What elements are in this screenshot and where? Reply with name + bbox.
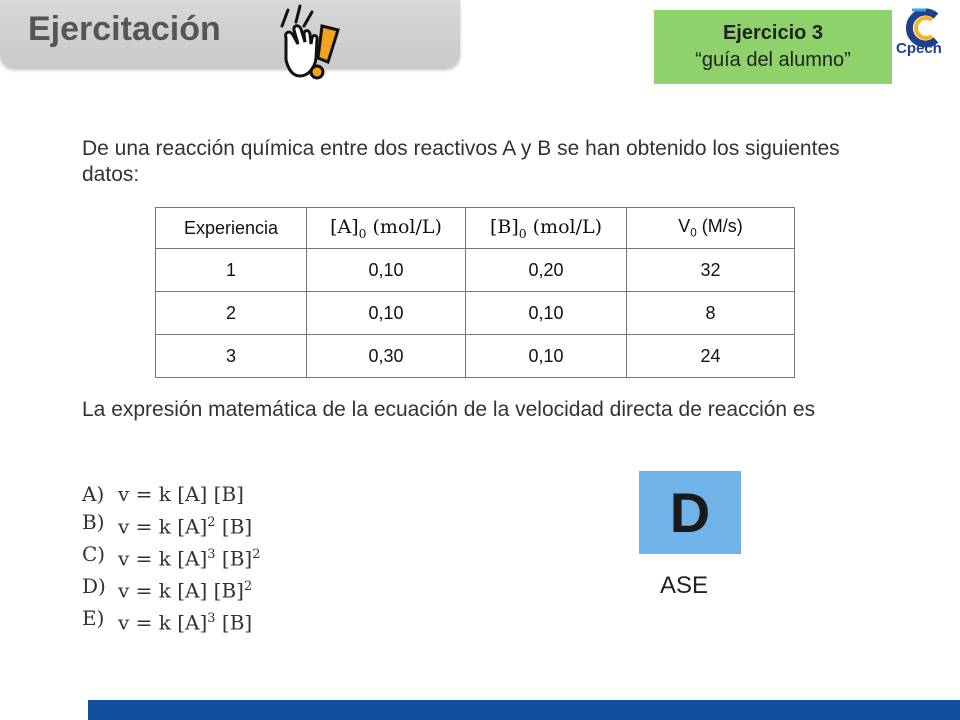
table-cell: 0,10 <box>307 249 466 292</box>
option-letter: D) <box>82 573 106 598</box>
option-letter: E) <box>82 605 105 630</box>
table-cell: 0,10 <box>466 335 627 378</box>
exercise-source: “guía del alumno” <box>695 49 851 71</box>
table-row <box>156 292 795 335</box>
header-velocity: $V_0$ (M/s) <box>627 208 795 249</box>
option-b <box>82 509 261 541</box>
data-table <box>155 207 795 378</box>
table-cell: 2 <box>156 292 307 335</box>
table-cell: 3 <box>156 335 307 378</box>
table-cell: 1 <box>156 249 307 292</box>
exercise-badge <box>654 10 892 84</box>
table-header-row <box>156 208 795 249</box>
logo-text: Cpech <box>896 40 942 57</box>
table-cell: 0,20 <box>466 249 627 292</box>
table-row <box>156 335 795 378</box>
table-row <box>156 249 795 292</box>
header-b-concentration: $[B]_0$ (mol/L) <box>466 208 627 249</box>
option-expression: v = k $[A]^3$ $[B]^2$ <box>118 546 261 571</box>
option-a <box>82 481 261 509</box>
header-a-concentration: $[A]_0$ (mol/L) <box>307 208 466 249</box>
pointing-hand-exclamation-icon <box>274 4 346 86</box>
answer-options <box>82 481 261 637</box>
footer-bar <box>88 700 960 720</box>
exercise-number: Ejercicio 3 <box>722 22 824 44</box>
option-expression: v = k [A] $[B]^2$ <box>118 578 253 603</box>
option-d <box>82 573 261 605</box>
answer-box: D <box>639 471 741 554</box>
option-letter: B) <box>82 509 105 534</box>
table-cell: 8 <box>627 292 795 335</box>
table-cell: 0,30 <box>307 335 466 378</box>
table-cell: 0,10 <box>307 292 466 335</box>
table-cell: 24 <box>627 335 795 378</box>
header-tab <box>0 0 460 68</box>
option-expression: v = k $[A]^2$ [B] <box>118 514 253 539</box>
option-letter: C) <box>82 541 106 566</box>
skill-code: ASE <box>660 572 709 599</box>
option-letter: A) <box>82 482 105 506</box>
option-expression: v = k $[A]^3$ [B] <box>118 610 253 635</box>
table-cell: 0,10 <box>466 292 627 335</box>
option-e <box>82 605 261 637</box>
option-expression: v = k [A] [B] <box>118 482 244 506</box>
header-experiencia: Experiencia <box>156 208 307 249</box>
page-title: Ejercitación <box>28 10 221 48</box>
question-intro: De una reacción química entre dos reactivos A y B se han obtenido los siguientes datos: <box>82 137 840 186</box>
option-c <box>82 541 261 573</box>
question-prompt: La expresión matemática de la ecuación de la velocidad directa de reacción es <box>82 398 816 421</box>
table-cell: 32 <box>627 249 795 292</box>
